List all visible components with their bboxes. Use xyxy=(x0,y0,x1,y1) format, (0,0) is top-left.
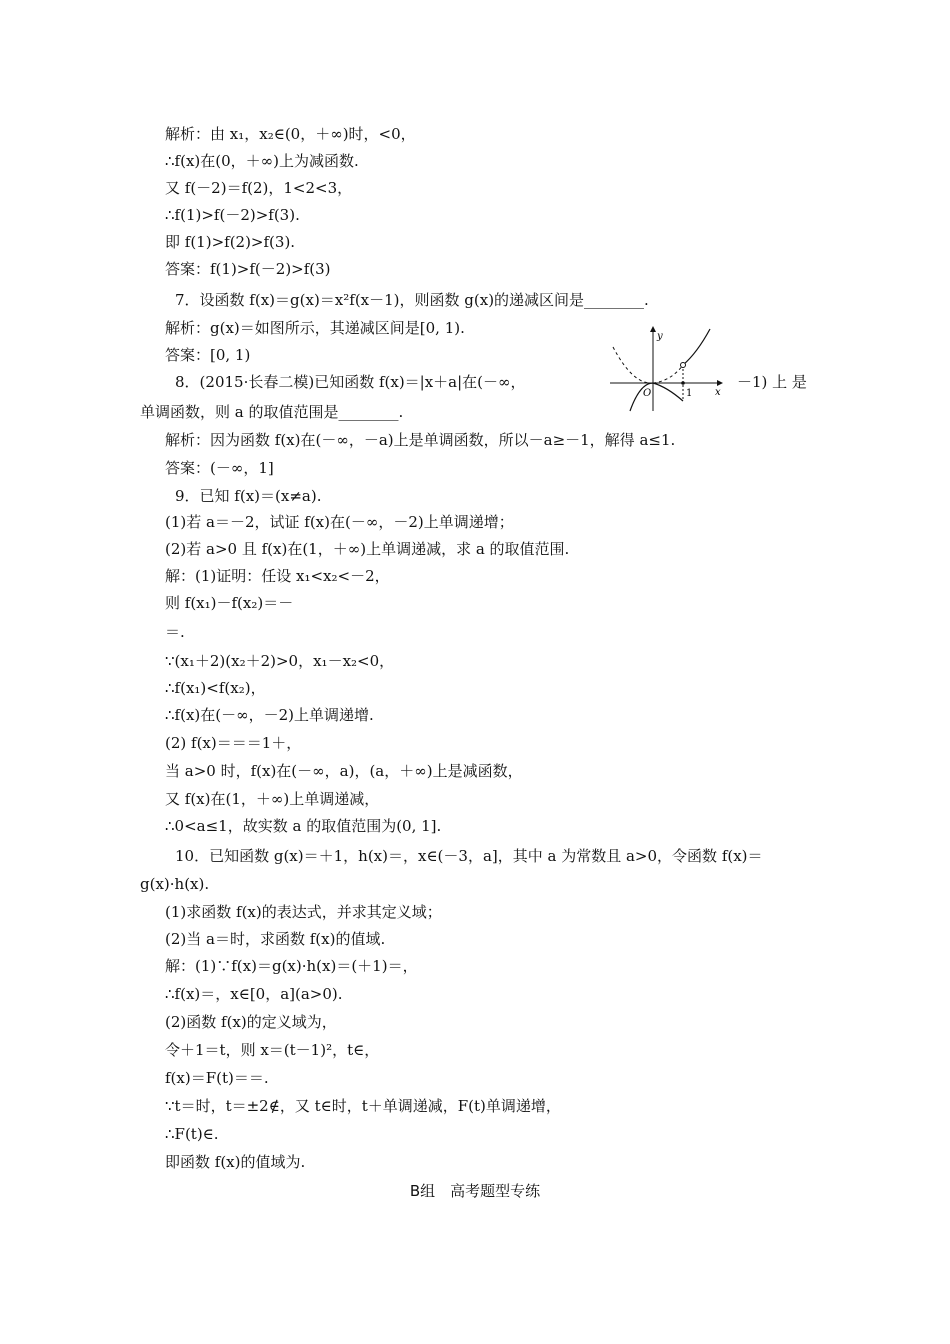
text-line: (2)当 a＝时，求函数 f(x)的值域. xyxy=(165,930,386,948)
dashed-curve-right xyxy=(653,365,683,383)
text-line: 答案：(－∞，1] xyxy=(165,459,274,477)
text-line: 答案：f(1)>f(－2)>f(3) xyxy=(165,260,331,278)
text-line: f(x)＝F(t)＝＝. xyxy=(165,1069,269,1087)
problem-8: 8．(2015·长春二模)已知函数 f(x)＝|x＋a|在(－∞， xyxy=(175,373,526,391)
text-line: (1)求函数 f(x)的表达式，并求其定义域； xyxy=(165,903,442,921)
x-axis-arrow xyxy=(717,380,723,386)
problem-8-continued: －1) 上 是 xyxy=(737,373,807,391)
text-line: ∴0<a≤1，故实数 a 的取值范围为(0, 1]. xyxy=(165,817,442,835)
dashed-curve-left xyxy=(613,347,653,383)
text-line: 则 f(x₁)－f(x₂)＝－ xyxy=(165,594,294,612)
problem-7: 7．设函数 f(x)＝g(x)＝x²f(x－1)，则函数 g(x)的递减区间是________. xyxy=(175,291,649,309)
text-line: ∵(x₁＋2)(x₂＋2)>0，x₁－x₂<0， xyxy=(165,652,395,670)
text-line: ∴f(x₁)<f(x₂)， xyxy=(165,679,266,697)
text-line: ∴f(x)在(0，＋∞)上为减函数. xyxy=(165,152,359,170)
solid-curve-middle xyxy=(653,383,683,401)
problem-9: 9．已知 f(x)＝(x≠a). xyxy=(175,487,322,505)
origin-label: O xyxy=(643,388,652,399)
text-line: 解：(1)∵f(x)＝g(x)·h(x)＝(＋1)＝， xyxy=(165,957,418,975)
filled-point xyxy=(681,381,685,385)
text-line: 又 f(－2)＝f(2)，1<2<3， xyxy=(165,179,353,197)
text-line: 解：(1)证明：任设 x₁<x₂<－2， xyxy=(165,567,390,585)
tick-label: 1 xyxy=(686,388,693,399)
text-line: (2)若 a>0 且 f(x)在(1，＋∞)上单调递减，求 a 的取值范围. xyxy=(165,540,570,558)
text-line: 单调函数，则 a 的取值范围是________. xyxy=(140,403,404,421)
function-graph-figure xyxy=(605,325,725,415)
section-title: B组 高考题型专练 xyxy=(409,1182,541,1200)
solid-curve-right xyxy=(683,329,710,365)
text-line: ∴f(x)＝，x∈[0，a](a>0). xyxy=(165,985,343,1003)
text-line: (2)函数 f(x)的定义域为， xyxy=(165,1013,337,1031)
text-line: 令＋1＝t，则 x＝(t－1)²，t∈， xyxy=(165,1041,380,1059)
text-line: 又 f(x)在(1，＋∞)上单调递减， xyxy=(165,790,380,808)
text-line: ∴f(x)在(－∞，－2)上单调递增. xyxy=(165,706,374,724)
text-line: (1)若 a＝－2，试证 f(x)在(－∞，－2)上单调递增； xyxy=(165,513,514,531)
text-line: 解析：因为函数 f(x)在(－∞，－a)上是单调函数，所以－a≥－1，解得 a≤1. xyxy=(165,431,676,449)
text-line: 答案：[0, 1) xyxy=(165,346,251,364)
text-line: ＝. xyxy=(165,623,185,641)
open-point xyxy=(681,363,686,368)
x-label: x xyxy=(715,387,721,398)
text-line: (2) f(x)＝＝＝1＋， xyxy=(165,734,302,752)
text-line: 解析：g(x)＝如图所示，其递减区间是[0, 1). xyxy=(165,319,465,337)
text-line: 当 a>0 时，f(x)在(－∞，a)，(a，＋∞)上是减函数， xyxy=(165,762,523,780)
text-line: ∵t＝时，t＝±2∉，又 t∈时，t＋单调递减，F(t)单调递增， xyxy=(165,1097,561,1115)
text-line: 解析：由 x₁，x₂∈(0，＋∞)时，<0， xyxy=(165,125,416,143)
y-label: y xyxy=(657,331,663,342)
text-line: g(x)·h(x). xyxy=(140,875,210,893)
text-line: 即函数 f(x)的值域为. xyxy=(165,1153,306,1171)
text-line: ∴f(1)>f(－2)>f(3). xyxy=(165,206,300,224)
text-line: ∴F(t)∈. xyxy=(165,1125,219,1143)
function-graph xyxy=(605,325,725,415)
y-axis-arrow xyxy=(650,326,656,332)
text-line: 即 f(1)>f(2)>f(3). xyxy=(165,233,296,251)
problem-10: 10．已知函数 g(x)＝＋1，h(x)＝，x∈(－3，a]，其中 a 为常数且 a>0，令函数 f(x)＝ xyxy=(175,847,763,865)
